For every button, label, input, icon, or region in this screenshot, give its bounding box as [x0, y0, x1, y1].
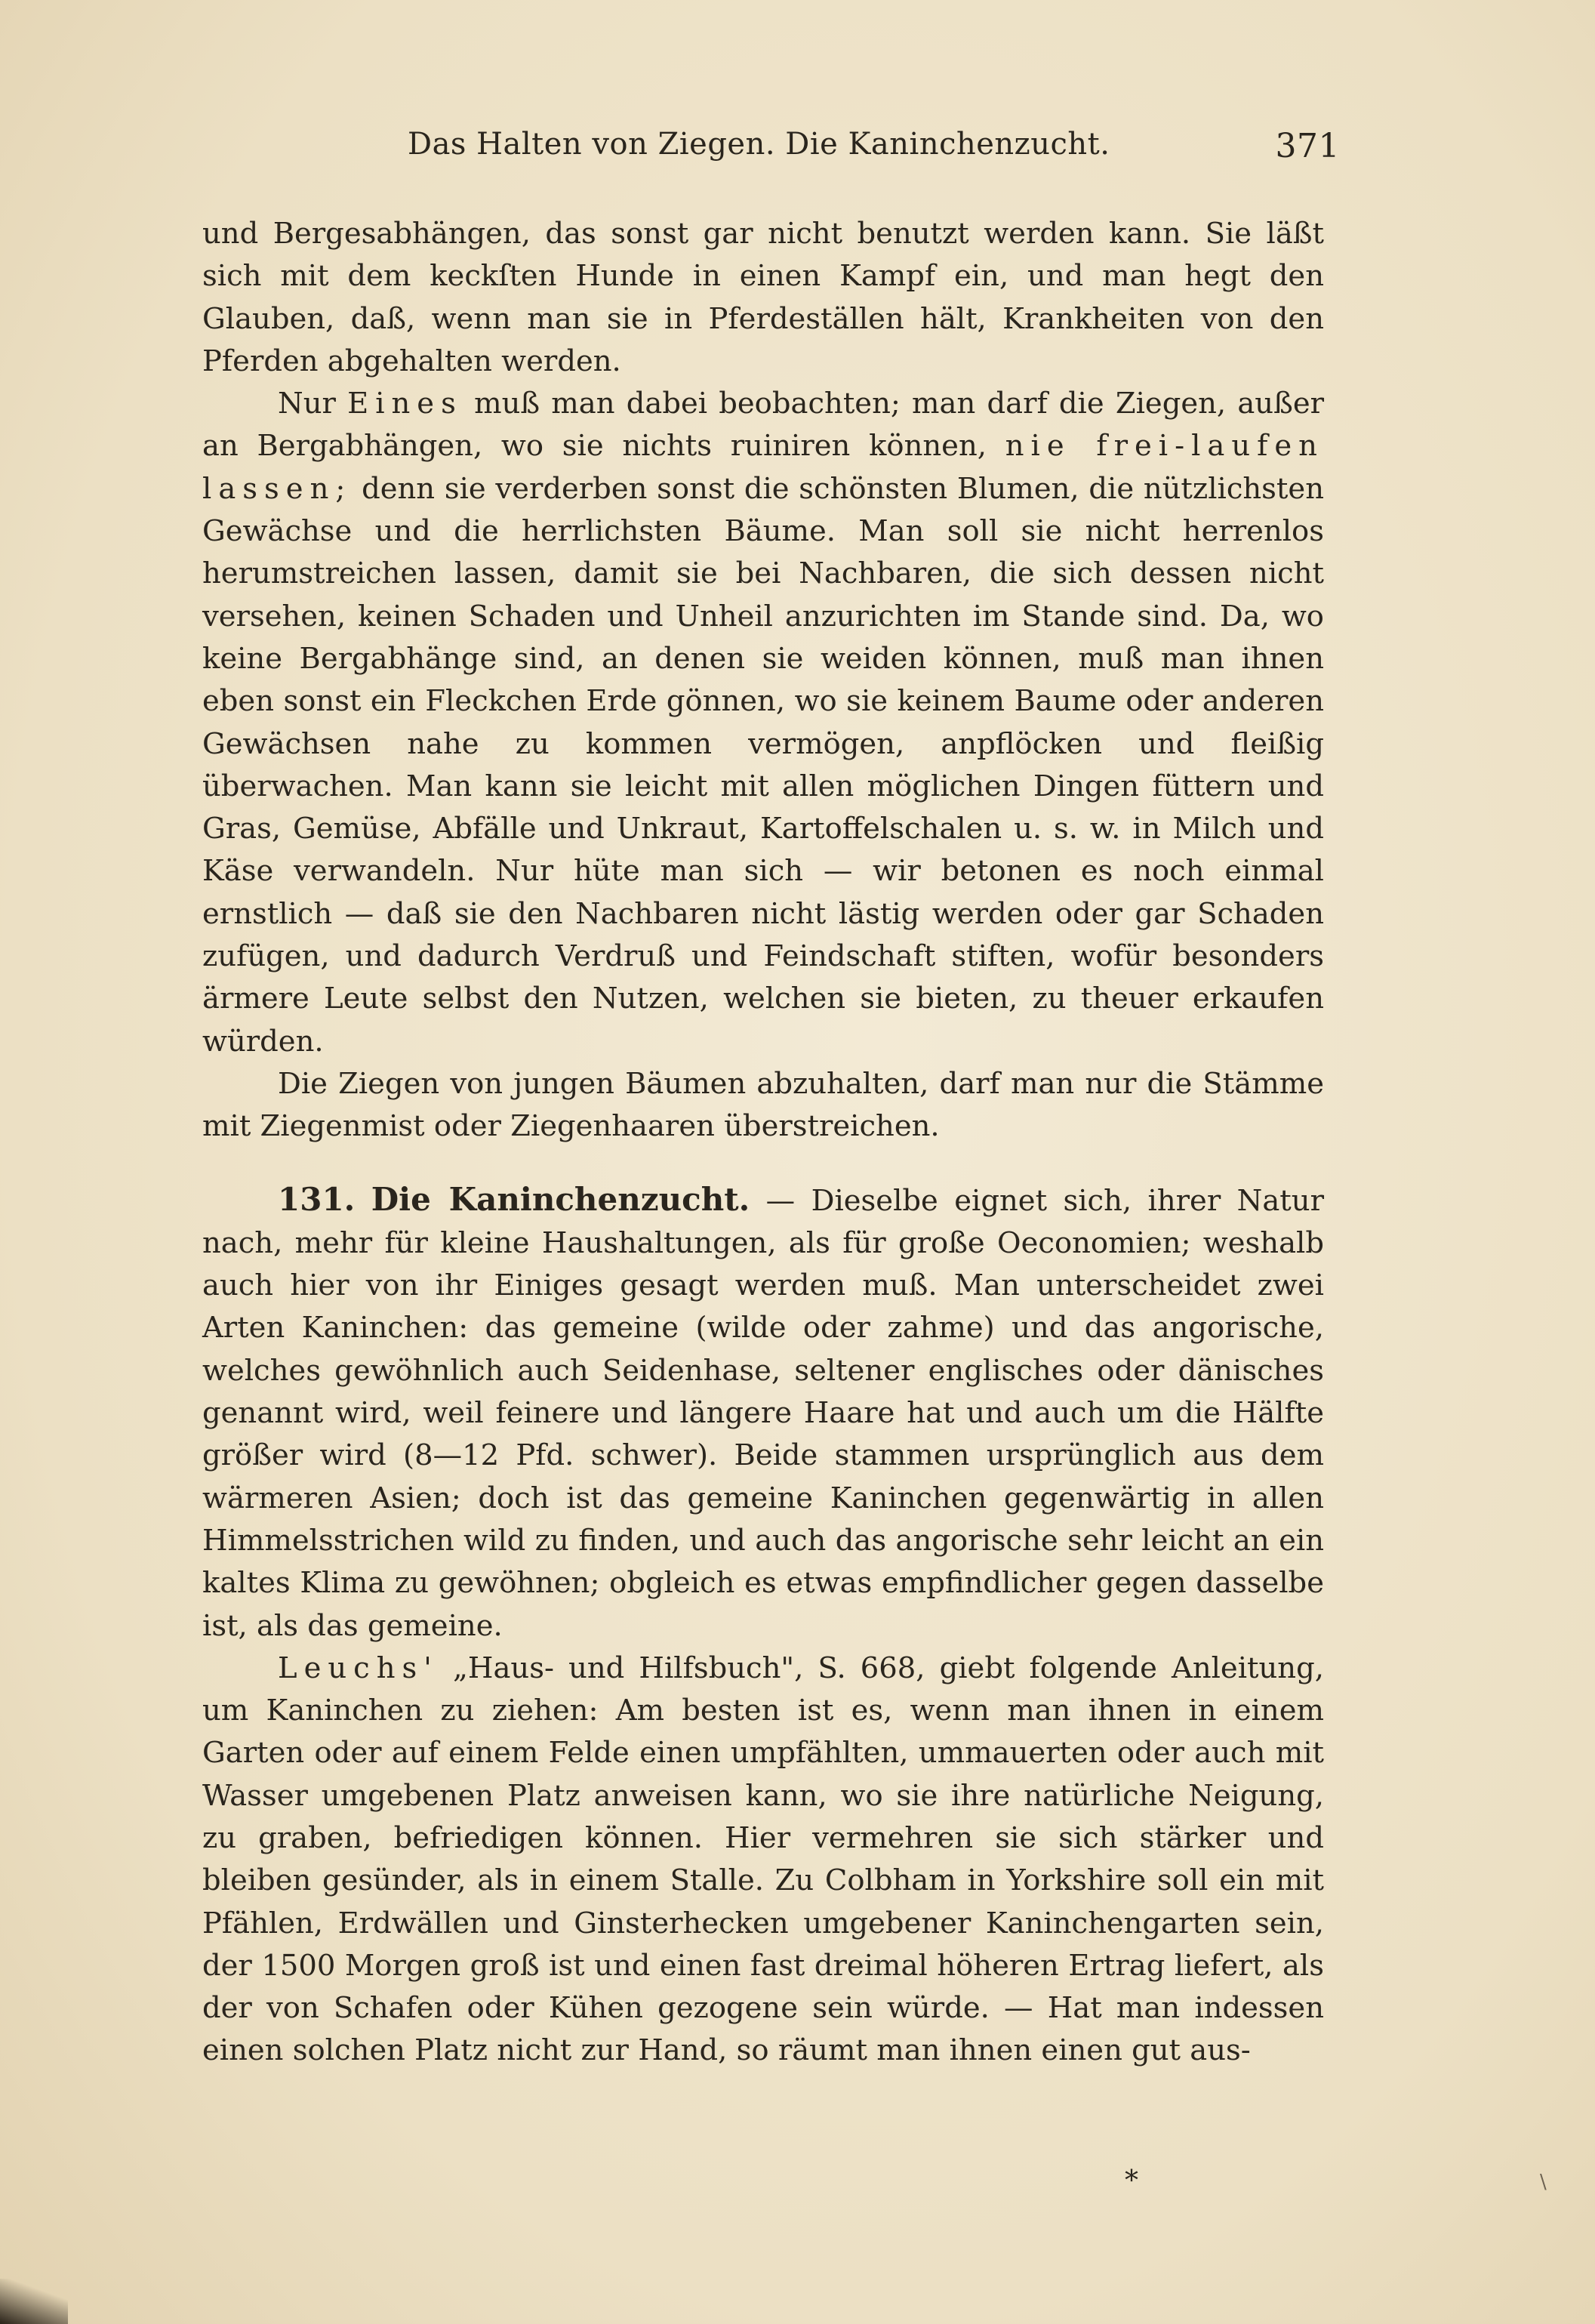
margin-mark: \: [1540, 2171, 1547, 2193]
section-131: [202, 1179, 1324, 1647]
section-number: 131.: [278, 1180, 356, 1218]
paragraph-2-rest: denn sie verderben sonst die schönsten Blumen, die nützlichsten Gewächse und die herrlichsten Bäume. Man soll sie nicht herrenlos herumstreichen lassen, damit sie bei Nachbaren, die sich dessen nicht versehen, keinen Schaden und Unheil anzurichten im Stande sind. Da, wo keine Bergabhänge sind, an denen sie weiden können, muß man ihnen eben sonst ein Fleckchen Erde gönnen, wo sie keinem Baume oder anderen Gewächsen nahe zu kommen vermögen, anpflöcken und fleißig überwachen. Man kann sie leicht mit allen möglichen Dingen füttern und Gras, Gemüse, Abfälle und Unkraut, Kartoffelschalen u. s. w. in Milch und Käse verwandeln. Nur hüte man sich — wir betonen es noch einmal ernstlich — daß sie den Nachbaren nicht lästig werden oder gar Schaden zufügen, und dadurch Verdruß und Feindschaft stiften, wofür besonders ärmere Leute selbst den Nutzen, welchen sie bieten, zu theuer erkaufen würden.: [202, 471, 1324, 1059]
section-title: Die Kaninchenzucht.: [371, 1180, 750, 1218]
paragraph-1: und Bergesabhängen, das sonst gar nicht benutzt werden kann. Sie läßt sich mit dem keckſten Hunde in einen Kampf ein, und man hegt den Glauben, daß, wenn man sie in Pferdeställen hält, Krankheiten von den Pferden abgehalten werden.: [202, 217, 1324, 378]
scan-corner-shadow: [0, 2279, 68, 2324]
running-header: [408, 127, 1340, 172]
paragraph-5: [202, 1647, 1324, 2073]
emphasis-nie-freilaufen: nie frei-laufen lassen;: [202, 429, 1324, 506]
emphasis-eines: Eines: [347, 387, 463, 421]
page-number: 371: [1275, 127, 1340, 165]
paragraph-3: Die Ziegen von jungen Bäumen abzuhalten, darf man nur die Stämme mit Ziegenmist oder Ziegenhaaren überstreichen.: [202, 1066, 1324, 1144]
running-title: Das Halten von Ziegen. Die Kaninchenzucht.: [408, 127, 1110, 162]
paragraph-4: — Dieselbe eignet sich, ihrer Natur nach, mehr für kleine Haushaltungen, als für große Oeconomien; weshalb auch hier von ihr Einiges gesagt werden muß. Man unterscheidet zwei Arten Kaninchen: das gemeine (wilde oder zahme) und das angorische, welches gewöhnlich auch Seidenhase, seltener englisches oder dänisches genannt wird, weil feinere und längere Haare hat und auch um die Hälfte größer wird (8—12 Pfd. schwer). Beide stammen ursprünglich aus dem wärmeren Asien; doch ist das gemeine Kaninchen gegenwärtig in allen Himmelsstrichen wild zu finden, und auch das angorische sehr leicht an ein kaltes Klima zu gewöhnen; obgleich es etwas empfindlicher gegen dasselbe ist, als das gemeine.: [202, 1183, 1324, 1643]
paragraph-2: [202, 383, 1324, 1063]
author-leuchs: Leuchs': [278, 1651, 439, 1685]
paragraph-2-start: Nur: [278, 387, 336, 421]
body-text: [202, 213, 1324, 2073]
signature-mark: *: [1125, 2165, 1138, 2196]
paragraph-2-text: muß man dabei beobachten; man darf die Ziegen, außer an Bergabhängen, wo sie nichts ruiniren können,: [202, 387, 1325, 464]
paragraph-5-text: „Haus- und Hilfsbuch", S. 668, giebt folgende Anleitung, um Kaninchen zu ziehen: Am besten ist es, wenn man ihnen in einem Garten oder auf einem Felde einen umpfählten, ummauerten oder auch mit Wasser umgebenen Platz anweisen kann, wo sie ihre natürliche Neigung, zu graben, befriedigen können. Hier vermehren sie sich stärker und bleiben gesünder, als in einem Stalle. Zu Colbham in Yorkshire soll ein mit Pfählen, Erdwällen und Ginsterhecken umgebener Kaninchengarten sein, der 1500 Morgen groß ist und einen fast dreimal höheren Ertrag liefert, als der von Schafen oder Kühen gezogene sein würde. — Hat man indessen einen solchen Platz nicht zur Hand, so räumt man ihnen einen gut aus-: [202, 1651, 1324, 2068]
